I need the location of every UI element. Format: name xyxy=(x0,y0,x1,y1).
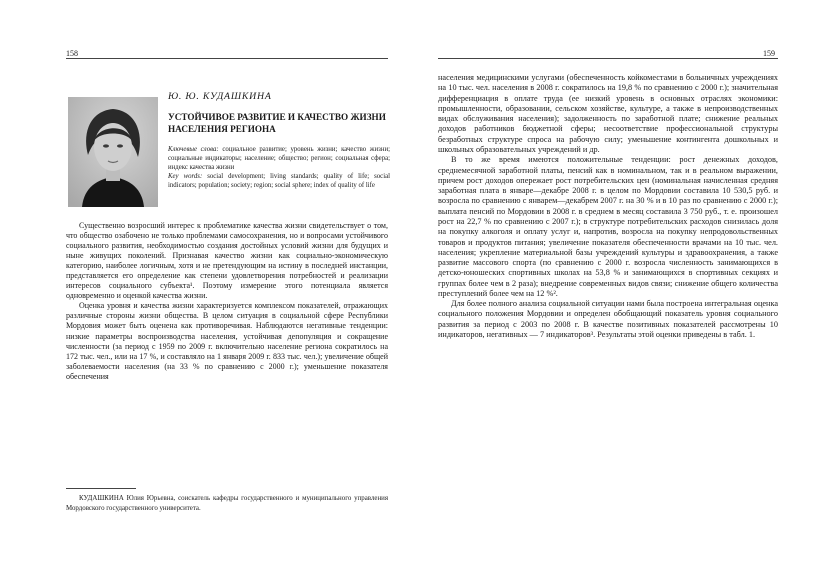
author-photo xyxy=(68,97,158,207)
paragraph: Для более полного анализа социальной ситуации нами была построена интегральная оценка социального положения Мордовии и определен обобщающий показатель уровня социального развития за период с 2003 по 2008 г. В качестве позитивных показателей рассмотрены 10 индикаторов, негативных — 7 индикаторов³. Результаты этой оценки приведены в табл. 1. xyxy=(438,299,778,340)
right-page xyxy=(410,0,820,580)
paragraph: В то же время имеются положительные тенденции: рост денежных доходов, среднемесячной заработной платы, пенсий как в номинальном, так и в реальном выражении, причем рост доходов опережает рост потребительских цен (номинальная начисленная средняя заработная плата в январе—декабре 2008 г. в целом по Мордовии составила 10 530,5 руб. и возросла по сравнению с январем—декабрем 2007 г. на 30 % и в 10 раз по сравнению с 2000 г.); выплата пенсий по Мордовии в 2008 г. в среднем в месяц составила 3 750 руб., т. е. произошел рост на 22,7 % по сравнению с 2007 г.); в структуре потребительских расходов снизилась доля на покупку алкоголя и оплату услуг и, напротив, возросла на покупку непродовольственных товаров и продуктов питания; увеличение показателя обеспеченности врачами на 10 тыс. чел. населения; укрепление материальной базы учреждений культуры и здравоохранения, а также развитие массового спорта (по сравнению с 2000 г. возросла численность занимающихся в детско-юношеских спортивных школах на 53,8 % и занимающихся в спортивных секциях и группах более чем в 2 раза); внедрение современных видов связи; снижение общего количества преступлений более чем на 12 %². xyxy=(438,155,778,298)
header-rule xyxy=(66,58,388,59)
author-footnote: КУДАШКИНА Юлия Юрьевна, соискатель кафедры государственного и муниципального управления Мордовского государственного университета. xyxy=(66,495,388,513)
left-body-text xyxy=(66,221,388,382)
keywords-ru: социальное развитие; уровень жизни; качество жизни; социальные индикаторы; население; общество; регион; социальная сфера; индекс качества жизни xyxy=(168,146,390,172)
paragraph: Оценка уровня и качества жизни характеризуется комплексом показателей, отражающих различные стороны жизни общества. В целом ситуация в социальной сфере Республики Мордовия может быть оценена как противоречивая. Наблюдаются негативные тенденции: низкие параметры воспроизводства населения, устойчивая депопуляция и сокращение численности (за период с 1959 по 2009 г. включительно население региона сократилось на 172 тыс. чел., или на 17 %, и составляло на 1 января 2009 г. 833 тыс. чел.); увеличение общей заболеваемости населения (на 33 % по сравнению с 2000 г.); уменьшение показателя обеспечения xyxy=(66,301,388,381)
footnote-rule xyxy=(66,488,136,489)
page-number: 159 xyxy=(763,49,775,58)
article-title: УСТОЙЧИВОЕ РАЗВИТИЕ И КАЧЕСТВО ЖИЗНИ НАСЕЛЕНИЯ РЕГИОНА xyxy=(168,112,386,134)
author-name: Ю. Ю. КУДАШКИНА xyxy=(168,91,272,102)
page-number: 158 xyxy=(66,49,78,58)
right-body-text xyxy=(438,73,778,340)
keywords-en: social development; living standards; quality of life; social indicators; population; society; region; social sphere; index of quality of life xyxy=(168,173,390,190)
paragraph: Существенно возросший интерес к проблематике качества жизни свидетельствует о том, что общество озабочено не только проблемами самосохранения, но и вопросами устойчивого социального развития, необходимостью создания достойных условий жизни для будущих и ныне живущих поколений. Признавая качество жизни как социально-экономическую категорию, наиболее логичным, хотя и не претендующим на истину в последней инстанции, представляется его определение как степени удовлетворения потребностей и реализации интересов социального субъекта¹. Поэтому измерение этого потенциала является одновременно и оценкой качества жизни. xyxy=(66,221,388,301)
paragraph: населения медицинскими услугами (обеспеченность койкоместами в больничных учреждениях на 10 тыс. чел. населения в 2008 г. сократилось на 19,8 % по сравнению с 2000 г.); значительная дифференциация в оплате труда (ее низкий уровень в основных отраслях экономики: промышленности, образовании, сельском хозяйстве, культуре, а также в непроизводственных видах обслуживания населения); задолженность по заработной плате; снижение реальных доходов работников бюджетной сферы; несоответствие профессиональной структуры безработных структуре спроса на рабочую силу; уменьшение контингента дошкольных и школьных образовательных учреждений и др. xyxy=(438,73,778,154)
header-rule xyxy=(438,58,778,59)
keywords-block xyxy=(168,145,390,190)
keywords-ru-label: Ключевые слова: xyxy=(168,146,219,153)
keywords-en-label: Key words: xyxy=(168,173,203,181)
